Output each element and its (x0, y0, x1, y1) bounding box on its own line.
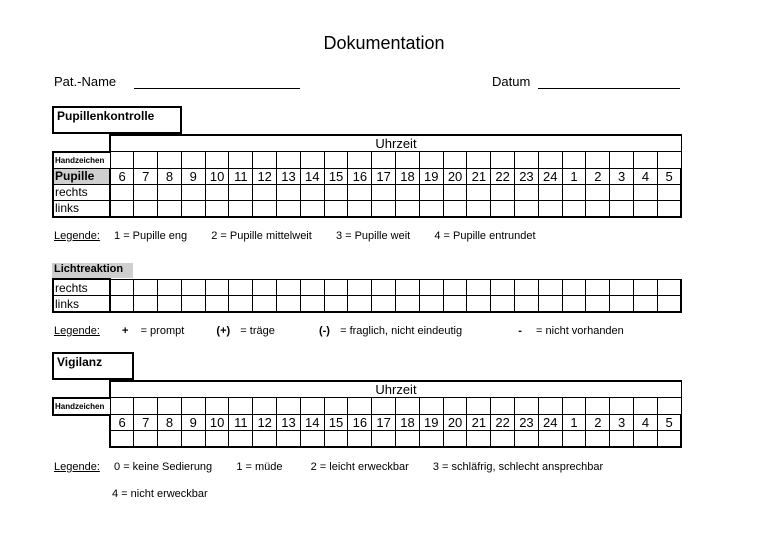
hour-cell: 3 (610, 168, 634, 184)
grid-cell[interactable] (634, 296, 658, 313)
legend-item: 3 = Pupille weit (335, 230, 411, 242)
hour-cell: 20 (443, 168, 467, 184)
grid-cell[interactable] (419, 296, 443, 313)
grid-cell[interactable] (396, 279, 420, 296)
grid-cell[interactable] (372, 152, 396, 169)
grid-cell[interactable] (348, 152, 372, 169)
grid-cell[interactable] (610, 279, 634, 296)
grid-cell[interactable] (657, 296, 681, 313)
hour-cell: 18 (396, 168, 420, 184)
legend-item: 0 = keine Sedierung (114, 461, 213, 473)
grid-cell[interactable] (277, 279, 301, 296)
grid-cell[interactable] (205, 152, 229, 169)
grid-cell[interactable] (586, 279, 610, 296)
hour-cell: 10 (205, 415, 229, 431)
grid-cell[interactable] (515, 152, 539, 169)
legend-vigilanz (54, 461, 674, 473)
grid-cell[interactable] (158, 431, 182, 448)
grid-cell[interactable] (134, 152, 158, 169)
grid-cell[interactable] (372, 398, 396, 415)
grid-cell[interactable] (181, 184, 205, 200)
grid-cell[interactable] (515, 296, 539, 313)
grid-cell[interactable] (181, 431, 205, 448)
grid-cell[interactable] (158, 152, 182, 169)
grid-cell[interactable] (562, 296, 586, 313)
grid-cell[interactable] (134, 398, 158, 415)
hour-cell: 5 (657, 415, 681, 431)
grid-cell[interactable] (491, 296, 515, 313)
grid-cell[interactable] (158, 184, 182, 200)
hour-cell: 12 (253, 415, 277, 431)
grid-cell[interactable] (253, 296, 277, 313)
grid-cell[interactable] (419, 431, 443, 448)
legend-lichtreaktion (54, 325, 674, 337)
hour-cell: 15 (324, 168, 348, 184)
grid-cell[interactable] (300, 184, 324, 200)
grid-cell[interactable] (300, 200, 324, 217)
handzeichen-label: Handzeichen (53, 152, 110, 169)
grid-cell[interactable] (181, 296, 205, 313)
grid-cell[interactable] (205, 200, 229, 217)
grid-cell[interactable] (277, 431, 301, 448)
grid-cell[interactable] (491, 184, 515, 200)
hour-cell: 7 (134, 415, 158, 431)
grid-cell[interactable] (443, 431, 467, 448)
grid-cell[interactable] (277, 184, 301, 200)
grid-cell[interactable] (515, 431, 539, 448)
grid-cell[interactable] (300, 431, 324, 448)
grid-cell[interactable] (562, 279, 586, 296)
grid-cell[interactable] (300, 279, 324, 296)
grid-cell[interactable] (158, 279, 182, 296)
grid-cell[interactable] (538, 200, 562, 217)
grid-cell[interactable] (562, 398, 586, 415)
page-title: Dokumentation (323, 33, 445, 53)
grid-cell[interactable] (205, 296, 229, 313)
grid-cell[interactable] (134, 184, 158, 200)
legend-symbol: (-) (318, 325, 330, 337)
grid-cell[interactable] (372, 296, 396, 313)
lichtreaktion-title: Lichtreaktion (52, 263, 133, 278)
grid-cell[interactable] (348, 296, 372, 313)
grid-cell[interactable] (491, 279, 515, 296)
legend-item: 4 = Pupille entrundet (434, 230, 536, 242)
grid-cell[interactable] (229, 279, 253, 296)
grid-cell[interactable] (300, 152, 324, 169)
grid-cell[interactable] (443, 200, 467, 217)
grid-cell[interactable] (134, 431, 158, 448)
grid-cell[interactable] (277, 152, 301, 169)
hour-cell: 24 (538, 415, 562, 431)
grid-cell[interactable] (253, 184, 277, 200)
grid-cell[interactable] (562, 152, 586, 169)
hour-cell: 22 (491, 415, 515, 431)
grid-cell[interactable] (110, 398, 134, 415)
hour-cell: 24 (538, 168, 562, 184)
grid-cell[interactable] (586, 431, 610, 448)
grid-cell[interactable] (491, 152, 515, 169)
grid-cell[interactable] (300, 296, 324, 313)
grid-cell[interactable] (134, 279, 158, 296)
grid-cell[interactable] (538, 279, 562, 296)
legend-key: Legende: (54, 325, 100, 337)
grid-cell[interactable] (491, 431, 515, 448)
links-label: links (53, 296, 110, 313)
grid-cell[interactable] (634, 431, 658, 448)
hour-cell: 6 (110, 415, 134, 431)
pat-name-label: Pat.-Name (54, 74, 117, 89)
legend-pupille (54, 230, 674, 242)
grid-cell[interactable] (134, 200, 158, 217)
grid-cell[interactable] (610, 200, 634, 217)
hour-cell: 5 (657, 168, 681, 184)
grid-cell[interactable] (324, 431, 348, 448)
grid-cell[interactable] (110, 200, 134, 217)
legend-item: = träge (240, 325, 275, 337)
grid-cell[interactable] (396, 184, 420, 200)
grid-cell[interactable] (467, 184, 491, 200)
grid-cell[interactable] (396, 200, 420, 217)
grid-cell[interactable] (586, 184, 610, 200)
hour-cell: 12 (253, 168, 277, 184)
grid-cell[interactable] (491, 200, 515, 217)
hour-cell: 1 (562, 168, 586, 184)
hour-cell: 8 (158, 168, 182, 184)
grid-cell[interactable] (657, 431, 681, 448)
grid-cell[interactable] (324, 184, 348, 200)
grid-cell[interactable] (586, 200, 610, 217)
rechts-label: rechts (53, 184, 110, 200)
grid-cell[interactable] (657, 200, 681, 217)
grid-cell[interactable] (538, 398, 562, 415)
legend-item: 3 = schläfrig, schlecht ansprechbar (432, 461, 604, 473)
grid-cell[interactable] (538, 431, 562, 448)
legend-key: Legende: (54, 461, 100, 473)
grid-cell[interactable] (205, 431, 229, 448)
grid-cell[interactable] (348, 184, 372, 200)
hour-cell: 14 (300, 415, 324, 431)
grid-cell[interactable] (610, 398, 634, 415)
hour-cell: 19 (419, 415, 443, 431)
hour-cell: 23 (515, 415, 539, 431)
legend-item: 2 = Pupille mittelweit (211, 230, 312, 242)
hour-cell: 21 (467, 168, 491, 184)
grid-cell[interactable] (610, 184, 634, 200)
uhrzeit-header: Uhrzeit (110, 381, 681, 398)
grid-cell[interactable] (181, 152, 205, 169)
hour-cell: 10 (205, 168, 229, 184)
hour-cell: 17 (372, 168, 396, 184)
grid-cell[interactable] (134, 296, 158, 313)
grid-cell[interactable] (467, 200, 491, 217)
hour-cell: 23 (515, 168, 539, 184)
grid-cell[interactable] (324, 200, 348, 217)
grid-cell[interactable] (657, 398, 681, 415)
hour-cell: 16 (348, 168, 372, 184)
grid-cell[interactable] (229, 200, 253, 217)
hour-cell: 11 (229, 168, 253, 184)
grid-cell[interactable] (158, 200, 182, 217)
grid-cell[interactable] (205, 184, 229, 200)
grid-cell[interactable] (277, 200, 301, 217)
legend-item: = prompt (140, 325, 185, 337)
grid-cell[interactable] (419, 184, 443, 200)
legend-symbol: + (122, 325, 129, 337)
hour-cell: 8 (158, 415, 182, 431)
legend-symbol: - (518, 325, 522, 337)
grid-cell[interactable] (657, 279, 681, 296)
hour-cell: 1 (562, 415, 586, 431)
grid-cell[interactable] (229, 296, 253, 313)
datum-field[interactable] (538, 88, 680, 89)
grid-cell[interactable] (348, 279, 372, 296)
grid-cell[interactable] (634, 279, 658, 296)
grid-cell[interactable] (467, 431, 491, 448)
hour-cell: 17 (372, 415, 396, 431)
datum-label: Datum (492, 74, 531, 89)
lichtreaktion-table (52, 278, 682, 313)
grid-cell[interactable] (253, 398, 277, 415)
vigilanz-section-title: Vigilanz (52, 352, 134, 380)
rechts-label: rechts (53, 279, 110, 296)
grid-cell[interactable] (467, 152, 491, 169)
grid-cell[interactable] (538, 296, 562, 313)
grid-cell[interactable] (467, 279, 491, 296)
grid-cell[interactable] (181, 200, 205, 217)
grid-cell[interactable] (586, 296, 610, 313)
grid-cell[interactable] (634, 200, 658, 217)
grid-cell[interactable] (348, 431, 372, 448)
grid-cell[interactable] (372, 184, 396, 200)
pat-name-field[interactable] (134, 88, 300, 89)
grid-cell[interactable] (657, 184, 681, 200)
grid-cell[interactable] (538, 184, 562, 200)
hour-cell: 15 (324, 415, 348, 431)
grid-cell[interactable] (158, 296, 182, 313)
grid-cell[interactable] (515, 279, 539, 296)
grid-cell[interactable] (348, 398, 372, 415)
hour-cell: 2 (586, 168, 610, 184)
grid-cell[interactable] (348, 200, 372, 217)
hour-cell: 11 (229, 415, 253, 431)
grid-cell[interactable] (300, 398, 324, 415)
grid-cell[interactable] (110, 431, 134, 448)
hour-cell: 9 (181, 168, 205, 184)
grid-cell[interactable] (324, 296, 348, 313)
grid-cell[interactable] (277, 398, 301, 415)
grid-cell[interactable] (443, 152, 467, 169)
grid-cell[interactable] (443, 296, 467, 313)
grid-cell[interactable] (324, 279, 348, 296)
hour-cell: 4 (634, 168, 658, 184)
grid-cell[interactable] (396, 398, 420, 415)
vigilanz-table (52, 380, 682, 448)
legend-item: = fraglich, nicht eindeutig (340, 325, 463, 337)
grid-cell[interactable] (110, 184, 134, 200)
hour-cell: 19 (419, 168, 443, 184)
grid-cell[interactable] (586, 398, 610, 415)
legend-item: 1 = müde (236, 461, 283, 473)
hour-cell: 3 (610, 415, 634, 431)
grid-cell[interactable] (419, 200, 443, 217)
hour-cell: 22 (491, 168, 515, 184)
pupillen-section-title: Pupillenkontrolle (52, 106, 182, 134)
grid-cell[interactable] (205, 398, 229, 415)
grid-cell[interactable] (443, 398, 467, 415)
grid-cell[interactable] (229, 184, 253, 200)
grid-cell[interactable] (253, 152, 277, 169)
legend-item: = nicht vorhanden (536, 325, 624, 337)
grid-cell[interactable] (419, 398, 443, 415)
grid-cell[interactable] (610, 431, 634, 448)
grid-cell[interactable] (324, 398, 348, 415)
grid-cell[interactable] (515, 184, 539, 200)
hour-cell: 13 (277, 415, 301, 431)
grid-cell[interactable] (324, 152, 348, 169)
hour-cell: 20 (443, 415, 467, 431)
hour-cell: 14 (300, 168, 324, 184)
pupillen-table (52, 134, 682, 218)
grid-cell[interactable] (467, 296, 491, 313)
grid-cell[interactable] (538, 152, 562, 169)
grid-cell[interactable] (229, 431, 253, 448)
hour-cell: 6 (110, 168, 134, 184)
pupille-label: Pupille (53, 168, 110, 184)
grid-cell[interactable] (443, 279, 467, 296)
grid-cell[interactable] (491, 398, 515, 415)
grid-cell[interactable] (396, 296, 420, 313)
grid-cell[interactable] (586, 152, 610, 169)
grid-cell[interactable] (562, 200, 586, 217)
grid-cell[interactable] (419, 152, 443, 169)
grid-cell[interactable] (634, 152, 658, 169)
legend-item: 1 = Pupille eng (114, 230, 188, 242)
hour-cell: 21 (467, 415, 491, 431)
grid-cell[interactable] (110, 152, 134, 169)
hour-cell: 7 (134, 168, 158, 184)
grid-cell[interactable] (396, 152, 420, 169)
grid-cell[interactable] (515, 200, 539, 217)
grid-cell[interactable] (610, 296, 634, 313)
grid-cell[interactable] (229, 152, 253, 169)
grid-cell[interactable] (277, 296, 301, 313)
grid-cell[interactable] (158, 398, 182, 415)
grid-cell[interactable] (562, 184, 586, 200)
hour-cell: 2 (586, 415, 610, 431)
hour-cell: 13 (277, 168, 301, 184)
grid-cell[interactable] (396, 431, 420, 448)
grid-cell[interactable] (515, 398, 539, 415)
grid-cell[interactable] (253, 279, 277, 296)
grid-cell[interactable] (372, 431, 396, 448)
handzeichen-label: Handzeichen (53, 398, 110, 415)
grid-cell[interactable] (110, 279, 134, 296)
hour-cell: 16 (348, 415, 372, 431)
grid-cell[interactable] (610, 152, 634, 169)
grid-cell[interactable] (253, 200, 277, 217)
legend-symbol: (+) (216, 325, 231, 337)
grid-cell[interactable] (372, 200, 396, 217)
grid-cell[interactable] (205, 279, 229, 296)
legend-item: 4 = nicht erweckbar (112, 488, 208, 500)
hour-cell: 18 (396, 415, 420, 431)
uhrzeit-header: Uhrzeit (110, 135, 681, 152)
grid-cell[interactable] (634, 398, 658, 415)
links-label: links (53, 200, 110, 217)
legend-item: 2 = leicht erweckbar (310, 461, 409, 473)
grid-cell[interactable] (419, 279, 443, 296)
grid-cell[interactable] (181, 279, 205, 296)
grid-cell[interactable] (562, 431, 586, 448)
grid-cell[interactable] (229, 398, 253, 415)
grid-cell[interactable] (253, 431, 277, 448)
legend-key: Legende: (54, 230, 100, 242)
grid-cell[interactable] (110, 296, 134, 313)
grid-cell[interactable] (657, 152, 681, 169)
hour-cell: 9 (181, 415, 205, 431)
grid-cell[interactable] (181, 398, 205, 415)
grid-cell[interactable] (372, 279, 396, 296)
grid-cell[interactable] (467, 398, 491, 415)
grid-cell[interactable] (634, 184, 658, 200)
grid-cell[interactable] (443, 184, 467, 200)
hour-cell: 4 (634, 415, 658, 431)
